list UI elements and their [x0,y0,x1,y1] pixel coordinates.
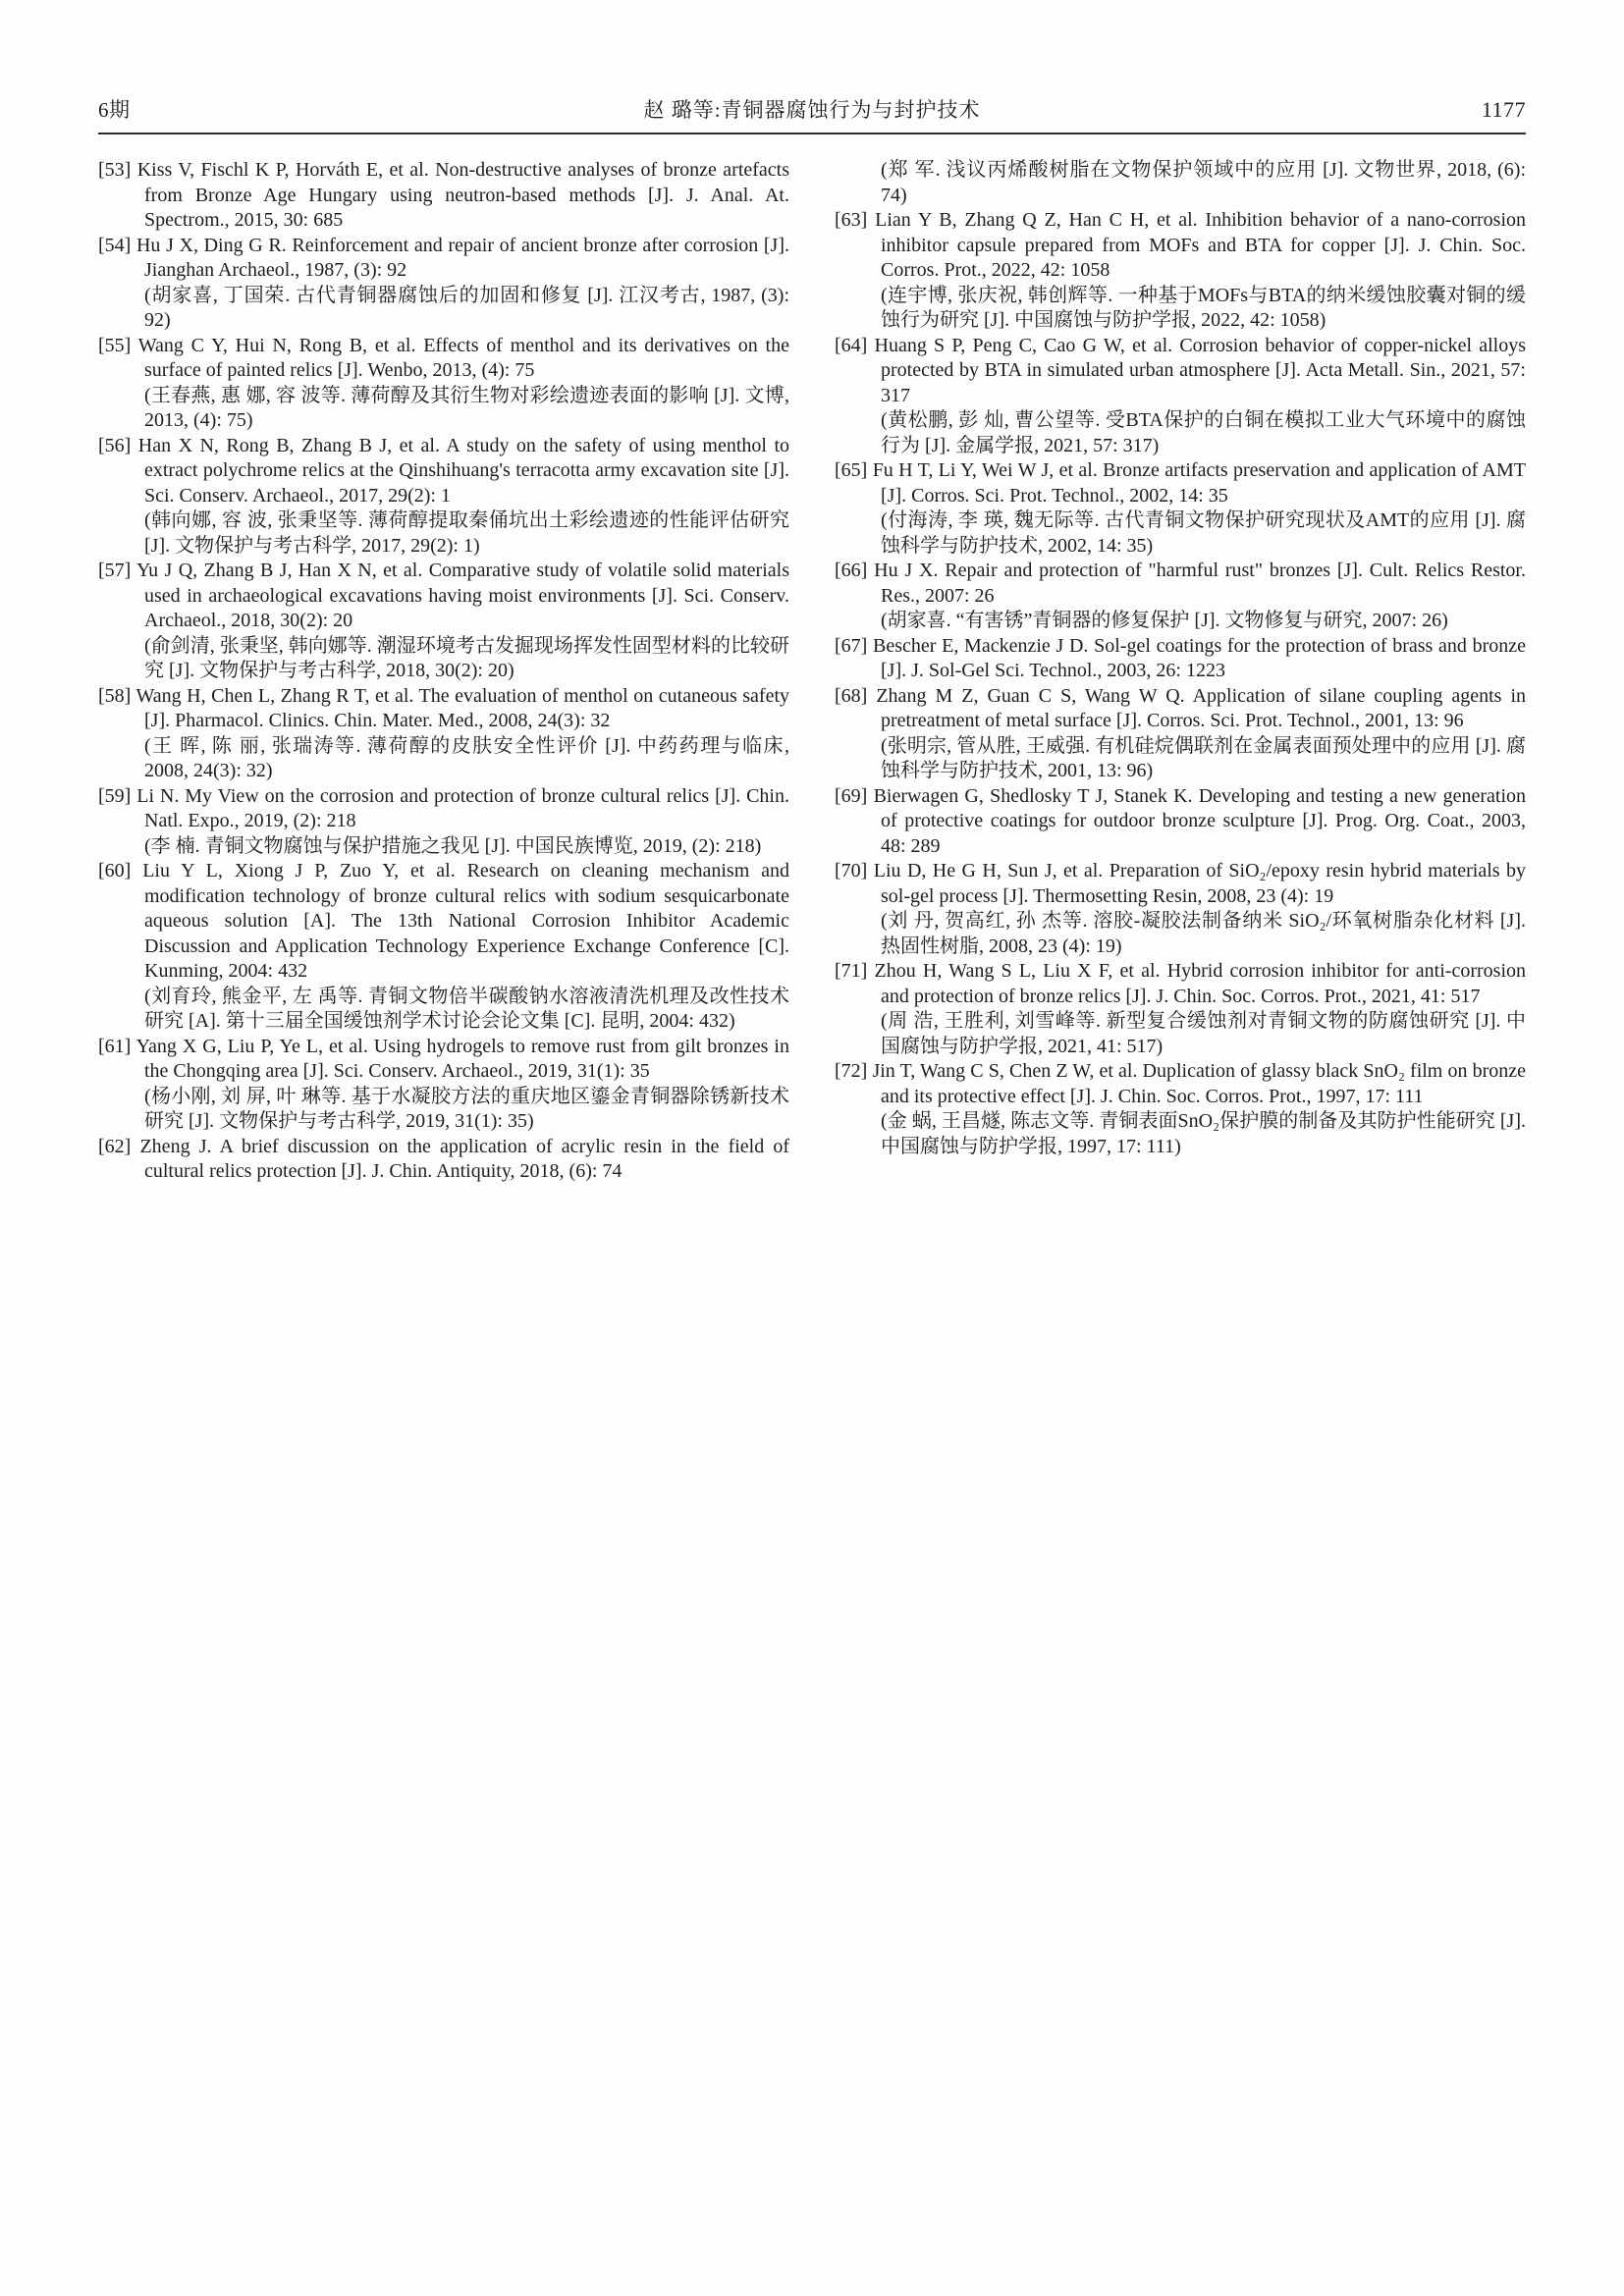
reference-citation: [60] Liu Y L, Xiong J P, Zuo Y, et al. Research on cleaning mechanism and modification technology of bronze cultural relics with sodium sesquicarbonate aqueous solution [A]. The 13th National Corrosion Inhibitor Academic Discussion and Application Technology Experience Exchange Conference [C]. Kunming, 2004: 432 [98,860,790,982]
reference-translation: (连宇博, 张庆祝, 韩创辉等. 一种基于MOFs与BTA的纳米缓蚀胶囊对铜的缓蚀行为研究 [J]. 中国腐蚀与防护学报, 2022, 42: 1058) [881,284,1526,331]
reference-citation: [56] Han X N, Rong B, Zhang B J, et al. A study on the safety of using menthol to extract polychrome relics at the Qinshihuang's terracotta army excavation site [J]. Sci. Conserv. Archaeol., 2017, 29(2): 1 [98,434,789,507]
reference-item [835,634,1526,684]
reference-citation: [70] Liu D, He G H, Sun J, et al. Preparation of SiO₂/epoxy resin hybrid materials by sol-gel process [J]. Thermosetting Resin, 2008, 23 (4): 19 [835,860,1527,907]
reference-item [98,684,789,784]
reference-number: [59] [98,784,132,807]
reference-translation: (王 晖, 陈 丽, 张瑞涛等. 薄荷醇的皮肤安全性评价 [J]. 中药药理与临床, 2008, 24(3): 32) [144,734,789,781]
references-column-left [98,158,789,1185]
reference-number: [60] [98,860,132,881]
reference-number: [64] [835,334,868,356]
reference-number: [66] [835,560,868,581]
reference-item [835,784,1526,860]
references-column-right [835,158,1526,1185]
reference-item [835,959,1526,1059]
reference-item [98,1135,789,1185]
reference-translation: (张明宗, 管从胜, 王威强. 有机硅烷偶联剂在金属表面预处理中的应用 [J]. 腐蚀科学与防护技术, 2001, 13: 96) [881,734,1526,781]
reference-number: [70] [835,860,868,881]
reference-item [98,859,789,1035]
reference-citation: [66] Hu J X. Repair and protection of "harmful rust" bronzes [J]. Cult. Relics Restor. Res., 2007: 26 [835,560,1526,607]
reference-number: [57] [98,560,132,581]
reference-translation: (胡家喜, 丁国荣. 古代青铜器腐蚀后的加固和修复 [J]. 江汉考古, 1987, (3): 92) [144,284,789,331]
reference-number: [62] [98,1135,132,1157]
reference-number: [63] [835,209,868,231]
reference-item [835,158,1526,208]
reference-item [98,784,789,860]
reference-translation: (杨小刚, 刘 屏, 叶 琳等. 基于水凝胶方法的重庆地区鎏金青铜器除锈新技术研究 [J]. 文物保护与考古科学, 2019, 31(1): 35) [144,1085,789,1132]
page-header [98,94,1526,124]
reference-citation: [61] Yang X G, Liu P, Ye L, et al. Using hydrogels to remove rust from gilt bronzes in the Chongqing area [J]. Sci. Conserv. Archaeol., 2019, 31(1): 35 [98,1035,789,1082]
reference-translation: (韩向娜, 容 波, 张秉坚等. 薄荷醇提取秦俑坑出土彩绘遗迹的性能评估研究 [J]. 文物保护与考古科学, 2017, 29(2): 1) [144,509,789,557]
reference-citation: [69] Bierwagen G, Shedlosky T J, Stanek K. Developing and testing a new generation of protective coatings for outdoor bronze sculpture [J]. Prog. Org. Coat., 2003, 48: 289 [835,784,1527,857]
reference-citation: [68] Zhang M Z, Guan C S, Wang W Q. Application of silane coupling agents in pretreatment of metal surface [J]. Corros. Sci. Prot. Technol., 2001, 13: 96 [835,684,1526,731]
reference-citation: [63] Lian Y B, Zhang Q Z, Han C H, et al. Inhibition behavior of a nano-corrosion inhibitor capsule prepared from MOFs and BTA for copper [J]. J. Chin. Soc. Corros. Prot., 2022, 42: 1058 [835,209,1527,281]
reference-citation: [57] Yu J Q, Zhang B J, Han X N, et al. Comparative study of volatile solid materials used in archaeological excavations having moist environments [J]. Sci. Conserv. Archaeol., 2018, 30(2): 20 [98,560,789,631]
reference-translation: (郑 军. 浅议丙烯酸树脂在文物保护领域中的应用 [J]. 文物世界, 2018, (6): 74) [881,159,1526,206]
reference-citation: [72] Jin T, Wang C S, Chen Z W, et al. Duplication of glassy black SnO₂ film on bronze and its protective effect [J]. J. Chin. Soc. Corros. Prot., 1997, 17: 111 [835,1060,1527,1107]
reference-translation: (李 楠. 青铜文物腐蚀与保护措施之我见 [J]. 中国民族博览, 2019, (2): 218) [144,834,762,857]
reference-item [835,859,1526,959]
page-number: 1177 [1481,97,1526,122]
reference-citation: [65] Fu H T, Li Y, Wei W J, et al. Bronze artifacts preservation and application of AMT [J]. Corros. Sci. Prot. Technol., 2002, 14: 35 [835,459,1527,507]
reference-number: [68] [835,684,868,707]
reference-number: [71] [835,960,868,982]
reference-translation: (黄松鹏, 彭 灿, 曹公望等. 受BTA保护的白铜在模拟工业大气环境中的腐蚀行为 [J]. 金属学报, 2021, 57: 317) [881,409,1526,456]
reference-translation: (胡家喜. “有害锈”青铜器的修复保护 [J]. 文物修复与研究, 2007: 26) [881,610,1448,631]
reference-citation: [54] Hu J X, Ding G R. Reinforcement and repair of ancient bronze after corrosion [J]. Jianghan Archaeol., 1987, (3): 92 [98,234,790,281]
references-section [98,158,1526,1185]
reference-item [98,434,789,560]
reference-translation: (刘 丹, 贺高红, 孙 杰等. 溶胶-凝胶法制备纳米 SiO₂/环氧树脂杂化材料 [J]. 热固性树脂, 2008, 23 (4): 19) [881,910,1526,957]
reference-translation: (金 蜗, 王昌燧, 陈志文等. 青铜表面SnO₂保护膜的制备及其防护性能研究 [J]. 中国腐蚀与防护学报, 1997, 17: 111) [881,1110,1526,1157]
reference-item [98,559,789,684]
reference-item [98,334,789,434]
reference-translation: (王春燕, 惠 娜, 容 波等. 薄荷醇及其衍生物对彩绘遗迹表面的影响 [J]. 文博, 2013, (4): 75) [144,384,789,431]
reference-translation: (俞剑清, 张秉坚, 韩向娜等. 潮湿环境考古发掘现场挥发性固型材料的比较研究 [J]. 文物保护与考古科学, 2018, 30(2): 20) [144,634,789,681]
reference-number: [69] [835,784,868,807]
reference-item [98,158,789,234]
reference-citation: [71] Zhou H, Wang S L, Liu X F, et al. Hybrid corrosion inhibitor for anti-corrosion and protection of bronze relics [J]. J. Chin. Soc. Corros. Prot., 2021, 41: 517 [835,960,1526,1007]
reference-number: [65] [835,459,868,481]
header-rule [98,133,1526,134]
reference-item [835,334,1526,459]
reference-item [835,559,1526,634]
reference-item [835,458,1526,559]
reference-item [98,1035,789,1135]
reference-citation: [64] Huang S P, Peng C, Cao G W, et al. Corrosion behavior of copper-nickel alloys protected by BTA in simulated urban atmosphere [J]. Acta Metall. Sin., 2021, 57: 317 [835,334,1527,406]
reference-translation: (付海涛, 李 瑛, 魏无际等. 古代青铜文物保护研究现状及AMT的应用 [J]. 腐蚀科学与防护技术, 2002, 14: 35) [881,509,1526,557]
running-title: 赵 璐等:青铜器腐蚀行为与封护技术 [643,98,981,122]
reference-number: [54] [98,234,132,256]
reference-citation: [62] Zheng J. A brief discussion on the application of acrylic resin in the field of cultural relics protection [J]. J. Chin. Antiquity, 2018, (6): 74 [98,1135,790,1182]
reference-translation: (周 浩, 王胜利, 刘雪峰等. 新型复合缓蚀剂对青铜文物的防腐蚀研究 [J]. 中国腐蚀与防护学报, 2021, 41: 517) [881,1010,1526,1057]
reference-number: [56] [98,434,132,456]
reference-item [98,234,789,334]
reference-number: [55] [98,334,132,356]
issue-number: 6期 [98,98,131,122]
reference-number: [53] [98,159,132,181]
reference-citation: [55] Wang C Y, Hui N, Rong B, et al. Effects of menthol and its derivatives on the surface of painted relics [J]. Wenbo, 2013, (4): 75 [98,334,789,381]
reference-citation: [59] Li N. My View on the corrosion and protection of bronze cultural relics [J]. Chin. Natl. Expo., 2019, (2): 218 [98,784,789,831]
reference-number: [61] [98,1035,132,1057]
reference-item [835,1059,1526,1159]
reference-number: [67] [835,634,868,657]
reference-item [835,208,1526,334]
reference-translation: (刘育玲, 熊金平, 左 禹等. 青铜文物倍半碳酸钠水溶液清洗机理及改性技术研究 [A]. 第十三届全国缓蚀剂学术讨论会论文集 [C]. 昆明, 2004: 432) [144,985,789,1032]
reference-citation: [67] Bescher E, Mackenzie J D. Sol-gel coatings for the protection of brass and bronze [J]. J. Sol-Gel Sci. Technol., 2003, 26: 1223 [835,634,1526,681]
reference-number: [58] [98,684,132,707]
reference-citation: [58] Wang H, Chen L, Zhang R T, et al. The evaluation of menthol on cutaneous safety [J]. Pharmacol. Clinics. Chin. Mater. Med., 2008, 24(3): 32 [98,684,790,731]
reference-item [835,684,1526,784]
reference-citation: [53] Kiss V, Fischl K P, Horváth E, et al. Non-destructive analyses of bronze artefacts from Bronze Age Hungary using neutron-based methods [J]. J. Anal. At. Spectrom., 2015, 30: 685 [98,159,790,231]
reference-number: [72] [835,1060,868,1082]
